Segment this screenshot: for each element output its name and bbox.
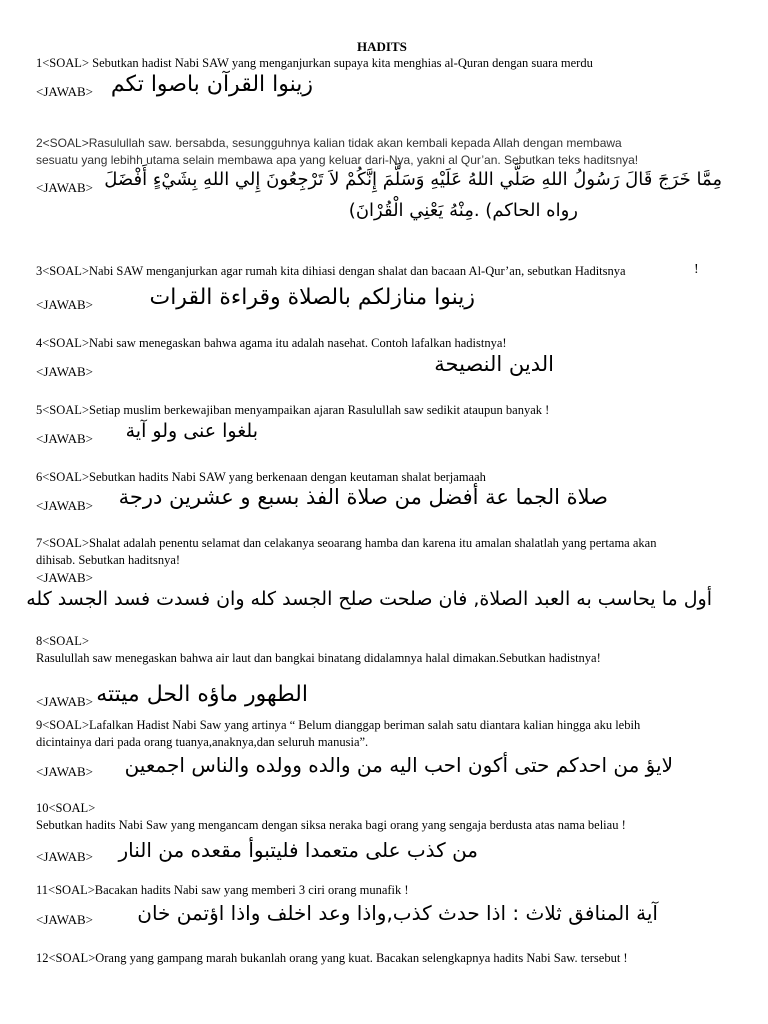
answer-5-label: <JAWAB>: [36, 431, 93, 446]
answer-10-label: <JAWAB>: [36, 849, 93, 864]
answer-8-arabic: الطهور ماؤه الحل ميتته: [96, 682, 308, 707]
answer-2-arabic-line-1: مِمَّا خَرَجَ قَالَ رَسُولُ اللهِ صَلَّي اللهُ عَلَيْهِ وَسَلَّمَ إِنَّكُمْ لاَ تَرْجِعُونَ إِلي اللهِ بِشَيْءٍ أَفْضَلَ: [104, 169, 722, 190]
question-10-line-1: 10<SOAL>: [36, 801, 96, 815]
answer-6-arabic: صلاة الجما عة أفضل من صلاة الفذ بسبع و عشرين درجة: [118, 485, 608, 509]
answer-11-label: <JAWAB>: [36, 912, 93, 927]
answer-5-arabic: بلغوا عنى ولو آية: [125, 420, 258, 442]
answer-11-arabic: آية المنافق ثلاث : اذا حدث كذب,واذا وعد اخلف واذا اؤتمن خان: [137, 901, 658, 925]
answer-4-label: <JAWAB>: [36, 364, 93, 379]
answer-7-arabic: أول ما يحاسب به العبد الصلاة, فان صلحت صلح الجسد كله وان فسدت فسد الجسد كله: [26, 588, 712, 610]
answer-10-arabic: من كذب على متعمدا فليتبوأ مقعده من النار: [118, 838, 478, 862]
answer-8-label: <JAWAB>: [36, 694, 93, 709]
question-11: 11<SOAL>Bacakan hadits Nabi saw yang memberi 3 ciri orang munafik !: [36, 883, 409, 897]
question-8-line-2: Rasulullah saw menegaskan bahwa air laut dan bangkai binatang didalamnya halal dimakan.Sebutkan hadistnya!: [36, 651, 601, 665]
question-9-line-2: dicintainya dari pada orang tuanya,anaknya,dan seluruh manusia”.: [36, 735, 369, 749]
answer-6-label: <JAWAB>: [36, 498, 93, 513]
question-6: 6<SOAL>Sebutkan hadits Nabi SAW yang berkenaan dengan keutaman shalat berjamaah: [36, 470, 486, 484]
answer-3-arabic: زينوا منازلكم بالصلاة وقراءة القرات: [149, 285, 475, 310]
question-7-line-1: 7<SOAL>Shalat adalah penentu selamat dan celakanya seoarang hamba dan karena itu amalan shalatlah yang pertama akan: [36, 536, 657, 550]
question-2-line-2: sesuatu yang lebihh utama selain membawa apa yang keluar dari-Nya, yakni al Qur’an. Sebutkan teks haditsnya!: [36, 153, 639, 167]
answer-3-label: <JAWAB>: [36, 297, 93, 312]
question-7-line-2: dihisab. Sebutkan haditsnya!: [36, 553, 181, 567]
question-3-exclamation: !: [694, 262, 699, 277]
answer-9-label: <JAWAB>: [36, 764, 93, 779]
question-3: 3<SOAL>Nabi SAW menganjurkan agar rumah kita dihiasi dengan shalat dan bacaan Al-Qur’an, sebutkan Haditsnya: [36, 264, 626, 278]
answer-9-arabic: لايؤ من احدكم حتى أكون احب اليه من والده وولده والناس اجمعين: [124, 753, 673, 777]
answer-2-arabic-line-2: رواه الحاكم) .مِنْهُ يَعْنِي الْقُرْانَ): [348, 200, 578, 221]
question-8-line-1: 8<SOAL>: [36, 634, 89, 648]
answer-1-label: <JAWAB>: [36, 84, 93, 99]
question-9-line-1: 9<SOAL>Lafalkan Hadist Nabi Saw yang artinya “ Belum dianggap beriman salah satu diantara kalian hingga aku lebih: [36, 718, 641, 732]
answer-4-arabic: الدين النصيحة: [434, 352, 554, 376]
question-5: 5<SOAL>Setiap muslim berkewajiban menyampaikan ajaran Rasulullah saw sedikit ataupun banyak !: [36, 403, 550, 417]
answer-7-label: <JAWAB>: [36, 570, 93, 585]
question-10-line-2: Sebutkan hadits Nabi Saw yang mengancam dengan siksa neraka bagi orang yang sengaja berdusta atas nama beliau !: [36, 818, 626, 832]
page-title: HADITS: [357, 39, 407, 54]
question-1: 1<SOAL> Sebutkan hadist Nabi SAW yang menganjurkan supaya kita menghias al-Quran dengan suara merdu: [36, 56, 593, 70]
question-2-line-1: 2<SOAL>Rasulullah saw. bersabda, sesungguhnya kalian tidak akan kembali kepada Allah dengan membawa: [36, 136, 622, 150]
question-12: 12<SOAL>Orang yang gampang marah bukanlah orang yang kuat. Bacakan selengkapnya hadits Nabi Saw. tersebut !: [36, 951, 628, 965]
answer-1-arabic: زينوا القرآن باصوا تكم: [110, 72, 313, 97]
answer-2-label: <JAWAB>: [36, 180, 93, 195]
question-4: 4<SOAL>Nabi saw menegaskan bahwa agama itu adalah nasehat. Contoh lafalkan hadistnya!: [36, 336, 507, 350]
